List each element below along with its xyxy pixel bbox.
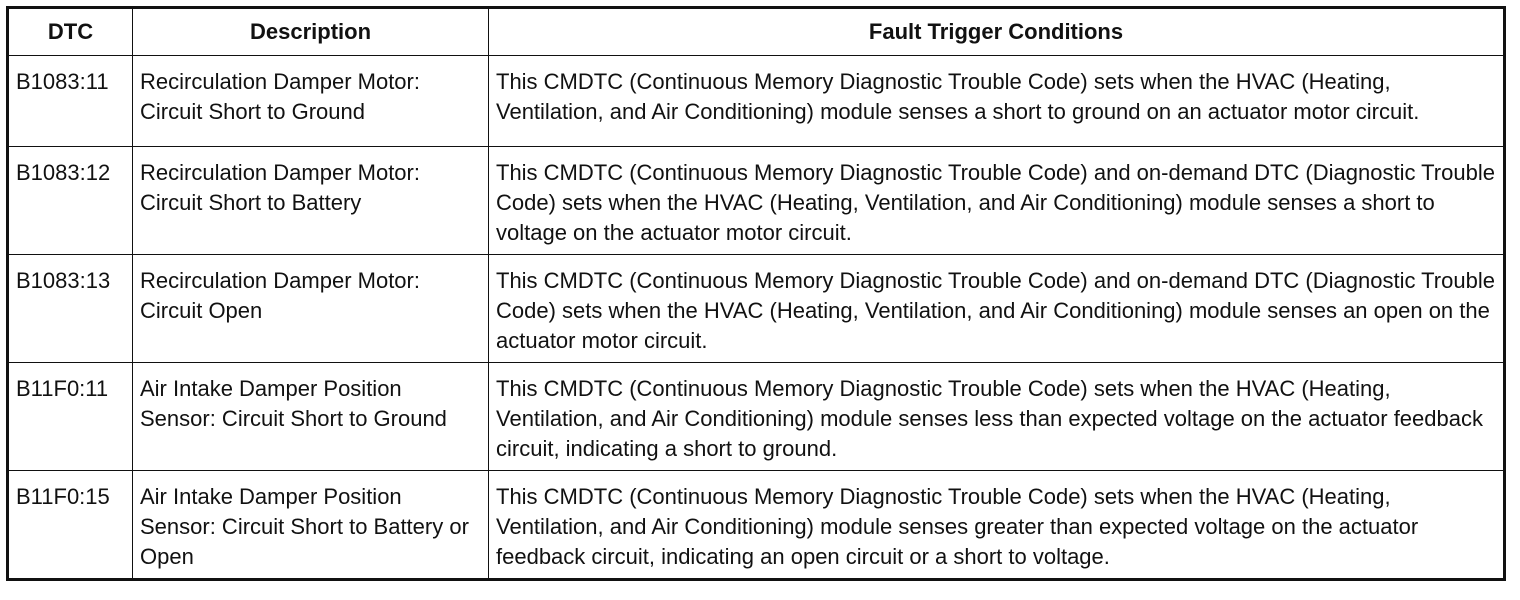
description-cell: Air Intake Damper Position Sensor: Circuit Short to Battery or Open [133,471,489,580]
header-row [8,8,1505,56]
dtc-code-cell: B1083:12 [8,147,133,255]
dtc-code-cell: B1083:11 [8,56,133,147]
header-dtc: DTC [8,8,133,56]
dtc-code-cell: B11F0:11 [8,363,133,471]
header-fault-trigger-conditions: Fault Trigger Conditions [489,8,1505,56]
table-row [8,56,1505,147]
table-row [8,255,1505,363]
table-header [8,8,1505,56]
table-row [8,147,1505,255]
dtc-table [6,6,1506,581]
dtc-code-cell: B1083:13 [8,255,133,363]
table-row [8,363,1505,471]
fault-conditions-cell: This CMDTC (Continuous Memory Diagnostic Trouble Code) sets when the HVAC (Heating, Ventilation, and Air Conditioning) module senses greater than expected voltage on the actuator feedback circuit, indicating an open circuit or a short to voltage. [489,471,1505,580]
description-cell: Air Intake Damper Position Sensor: Circuit Short to Ground [133,363,489,471]
dtc-code-cell: B11F0:15 [8,471,133,580]
table-row [8,471,1505,580]
description-cell: Recirculation Damper Motor: Circuit Short to Ground [133,56,489,147]
header-description: Description [133,8,489,56]
fault-conditions-cell: This CMDTC (Continuous Memory Diagnostic Trouble Code) sets when the HVAC (Heating, Ventilation, and Air Conditioning) module senses less than expected voltage on the actuator feedback circuit, indicating a short to ground. [489,363,1505,471]
fault-conditions-cell: This CMDTC (Continuous Memory Diagnostic Trouble Code) and on-demand DTC (Diagnostic Trouble Code) sets when the HVAC (Heating, Ventilation, and Air Conditioning) module senses a short to voltage on the actuator motor circuit. [489,147,1505,255]
description-cell: Recirculation Damper Motor: Circuit Open [133,255,489,363]
fault-conditions-cell: This CMDTC (Continuous Memory Diagnostic Trouble Code) sets when the HVAC (Heating, Ventilation, and Air Conditioning) module senses a short to ground on an actuator motor circuit. [489,56,1505,147]
fault-conditions-cell: This CMDTC (Continuous Memory Diagnostic Trouble Code) and on-demand DTC (Diagnostic Trouble Code) sets when the HVAC (Heating, Ventilation, and Air Conditioning) module senses an open on the actuator motor circuit. [489,255,1505,363]
table-body [8,56,1505,580]
description-cell: Recirculation Damper Motor: Circuit Short to Battery [133,147,489,255]
